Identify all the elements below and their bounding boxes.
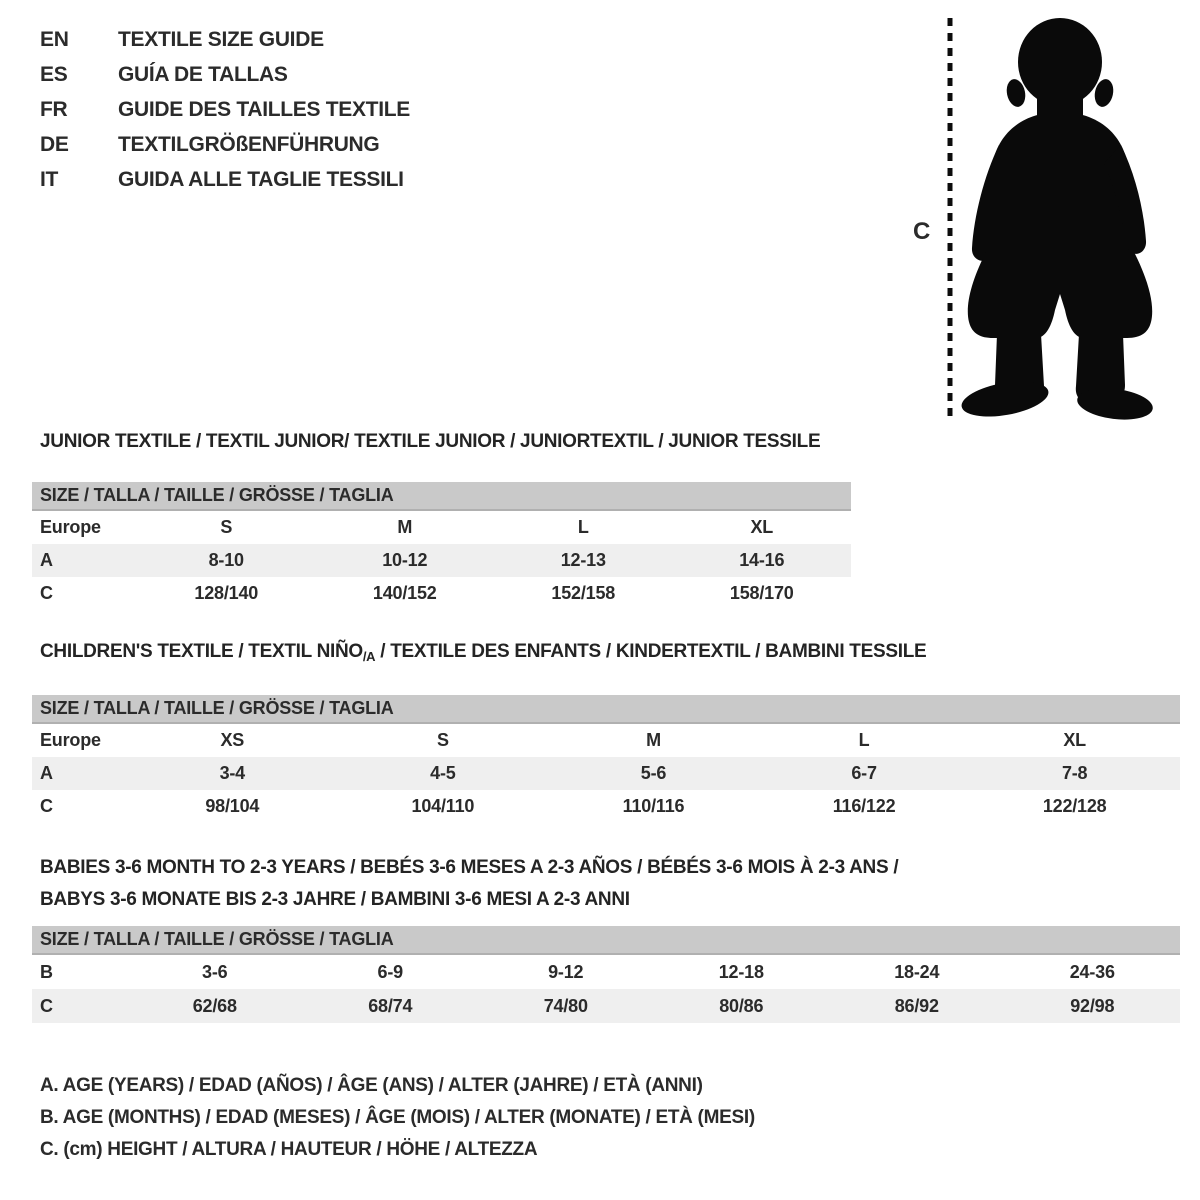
title-text: CHILDREN'S TEXTILE / TEXTIL NIÑO xyxy=(40,641,363,662)
table-cell: 5-6 xyxy=(640,763,667,783)
table-cell: L xyxy=(858,730,870,750)
table-cell: 68/74 xyxy=(368,995,413,1016)
table-cell: 7-8 xyxy=(1061,763,1088,783)
table-cell: M xyxy=(397,517,413,537)
language-title: TEXTILGRÖßENFÜHRUNG xyxy=(118,132,380,156)
language-row xyxy=(40,22,410,57)
junior-textile-section xyxy=(32,430,851,610)
table-row xyxy=(32,757,1180,790)
table-cell: 86/92 xyxy=(894,995,939,1016)
table-cell: 12-18 xyxy=(718,961,764,982)
babies-section-title-line2: BABYS 3-6 MONATE BIS 2-3 JAHRE / BAMBINI 3-6 MESI A 2-3 ANNI xyxy=(40,889,630,910)
size-header-bar: SIZE / TALLA / TAILLE / GRÖSSE / TAGLIA xyxy=(32,695,1180,724)
table-cell: M xyxy=(646,730,661,750)
children-section-title xyxy=(32,640,1180,669)
language-title: GUÍA DE TALLAS xyxy=(118,62,288,86)
legend-line-b: B. AGE (MONTHS) / EDAD (MESES) / ÂGE (MOIS) / ALTER (MONATE) / ETÀ (MESI) xyxy=(40,1107,755,1128)
table-cell: 140/152 xyxy=(372,583,437,603)
legend-line-c: C. (cm) HEIGHT / ALTURA / HAUTEUR / HÖHE / ALTEZZA xyxy=(40,1139,538,1160)
toddler-silhouette xyxy=(895,0,1200,430)
title-text: / TEXTILE DES ENFANTS / KINDERTEXTIL / BAMBINI TESSILE xyxy=(375,641,927,662)
language-title: GUIDA ALLE TAGLIE TESSILI xyxy=(118,167,404,191)
table-cell: 10-12 xyxy=(382,550,428,570)
language-row xyxy=(40,127,410,162)
table-cell: 3-4 xyxy=(219,763,245,783)
table-cell: 92/98 xyxy=(1070,995,1115,1016)
table-row xyxy=(32,955,1180,989)
table-cell: XL xyxy=(750,517,774,537)
babies-textile-section xyxy=(32,852,1180,1023)
legend xyxy=(40,1070,755,1166)
language-code: EN xyxy=(40,27,69,51)
table-cell: 128/140 xyxy=(194,583,259,603)
language-code: DE xyxy=(40,132,69,156)
table-cell: 122/128 xyxy=(1042,796,1107,816)
table-cell: 74/80 xyxy=(543,995,588,1016)
language-row xyxy=(40,57,410,92)
table-cell: 158/170 xyxy=(729,583,794,603)
table-row xyxy=(32,724,1180,757)
table-cell: 12-13 xyxy=(560,550,606,570)
language-code: IT xyxy=(40,167,59,191)
table-cell: S xyxy=(220,517,233,537)
table-cell: 3-6 xyxy=(202,961,228,982)
table-cell: 152/158 xyxy=(551,583,616,603)
table-cell: 6-9 xyxy=(377,961,403,982)
row-label: A xyxy=(40,763,53,783)
size-header-bar: SIZE / TALLA / TAILLE / GRÖSSE / TAGLIA xyxy=(32,482,851,511)
table-cell: S xyxy=(436,730,449,750)
row-label: C xyxy=(40,583,53,603)
row-label: A xyxy=(40,550,53,570)
language-row xyxy=(40,162,410,197)
table-cell: 98/104 xyxy=(205,796,260,816)
babies-section-title-line1: BABIES 3-6 MONTH TO 2-3 YEARS / BEBÉS 3-6 MESES A 2-3 AÑOS / BÉBÉS 3-6 MOIS À 2-3 ANS / xyxy=(40,857,899,878)
table-row xyxy=(32,544,851,577)
toddler-body-shapes xyxy=(959,18,1155,424)
language-title: GUIDE DES TAILLES TEXTILE xyxy=(118,97,410,121)
language-title-list xyxy=(40,22,410,197)
children-textile-section xyxy=(32,640,1180,823)
table-row xyxy=(32,989,1180,1023)
title-subscript: /A xyxy=(362,649,376,664)
language-code: FR xyxy=(40,97,68,121)
table-cell: 6-7 xyxy=(851,763,877,783)
table-cell: 8-10 xyxy=(208,550,244,570)
row-label: Europe xyxy=(40,517,101,537)
height-measure-label: C xyxy=(913,218,931,245)
table-cell: 62/68 xyxy=(192,995,237,1016)
table-cell: XS xyxy=(220,730,245,750)
table-row xyxy=(32,577,851,610)
table-cell: 80/86 xyxy=(719,995,764,1016)
size-figure xyxy=(895,0,1200,430)
table-cell: L xyxy=(577,517,589,537)
row-label: C xyxy=(40,796,53,816)
language-title: TEXTILE SIZE GUIDE xyxy=(118,27,324,51)
legend-line-a: A. AGE (YEARS) / EDAD (AÑOS) / ÂGE (ANS) / ALTER (JAHRE) / ETÀ (ANNI) xyxy=(40,1075,703,1096)
table-cell: XL xyxy=(1063,730,1086,750)
language-code: ES xyxy=(40,62,68,86)
table-cell: 24-36 xyxy=(1069,961,1115,982)
table-cell: 116/122 xyxy=(832,796,896,816)
table-cell: 110/116 xyxy=(622,796,685,816)
table-row xyxy=(32,511,851,544)
table-cell: 14-16 xyxy=(739,550,785,570)
size-header-bar: SIZE / TALLA / TAILLE / GRÖSSE / TAGLIA xyxy=(32,926,1180,955)
junior-section-title: JUNIOR TEXTILE / TEXTIL JUNIOR/ TEXTILE JUNIOR / JUNIORTEXTIL / JUNIOR TESSILE xyxy=(40,431,821,452)
table-cell: 9-12 xyxy=(548,961,584,982)
table-cell: 4-5 xyxy=(430,763,456,783)
row-label: C xyxy=(40,995,53,1016)
row-label: Europe xyxy=(40,730,101,750)
table-row xyxy=(32,790,1180,823)
language-row xyxy=(40,92,410,127)
row-label: B xyxy=(40,961,53,982)
table-cell: 104/110 xyxy=(411,796,475,816)
table-cell: 18-24 xyxy=(894,961,940,982)
